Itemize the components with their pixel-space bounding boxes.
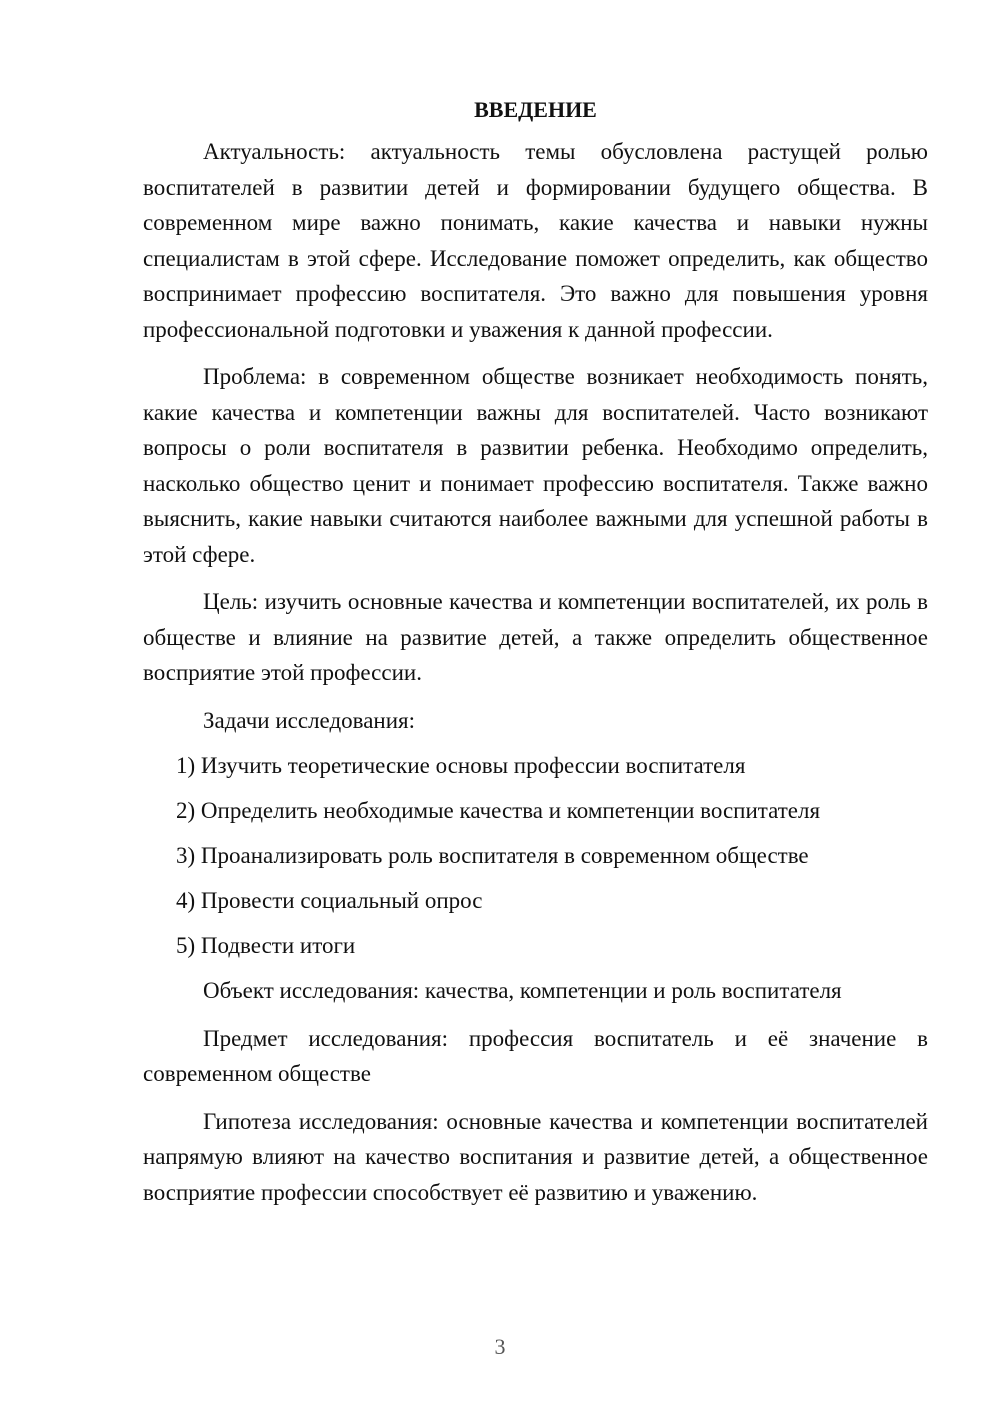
list-item: 3) Проанализировать роль воспитателя в современном обществе [176, 843, 809, 868]
problem-paragraph: Проблема: в современном обществе возникает необходимость понять, какие качества и компетенции важны для воспитателей. Часто возникают вопросы о роли воспитателя в развитии ребенка. Необходимо определить, насколько общество ценит и понимает профессию воспитателя. Также важно выяснить, какие навыки считаются наиболее важными для успешной работы в этой сфере. [143, 364, 928, 567]
relevance-paragraph: Актуальность: актуальность темы обусловлена растущей ролью воспитателей в развитии детей и формировании будущего общества. В современном мире важно понимать, какие качества и навыки нужны специалистам в этой сфере. Исследование поможет определить, как общество воспринимает профессию воспитателя. Это важно для повышения уровня профессиональной подготовки и уважения к данной профессии. [143, 139, 928, 342]
goal-paragraph: Цель: изучить основные качества и компетенции воспитателей, их роль в обществе и влияние на развитие детей, а также определить общественное восприятие этой профессии. [143, 589, 928, 685]
hypothesis-paragraph: Гипотеза исследования: основные качества и компетенции воспитателей напрямую влияют на качество воспитания и развитие детей, а общественное восприятие профессии способствует её развитию и уважению. [143, 1108, 928, 1205]
page-content [143, 92, 928, 1222]
page-title: ВВЕДЕНИЕ [474, 97, 597, 122]
tasks-heading: Задачи исследования: [203, 707, 416, 733]
subject-paragraph: Предмет исследования: профессия воспитатель и её значение в современном обществе [143, 1025, 928, 1086]
list-item: 2) Определить необходимые качества и компетенции воспитателя [176, 798, 821, 823]
list-item: 1) Изучить теоретические основы профессии воспитателя [176, 753, 746, 778]
list-item: 4) Провести социальный опрос [176, 888, 483, 913]
tasks-list [143, 748, 928, 964]
list-item: 5) Подвести итоги [176, 933, 356, 958]
page-number: 3 [494, 1334, 506, 1359]
object-paragraph: Объект исследования: качества, компетенции и роль воспитателя [203, 978, 842, 1003]
